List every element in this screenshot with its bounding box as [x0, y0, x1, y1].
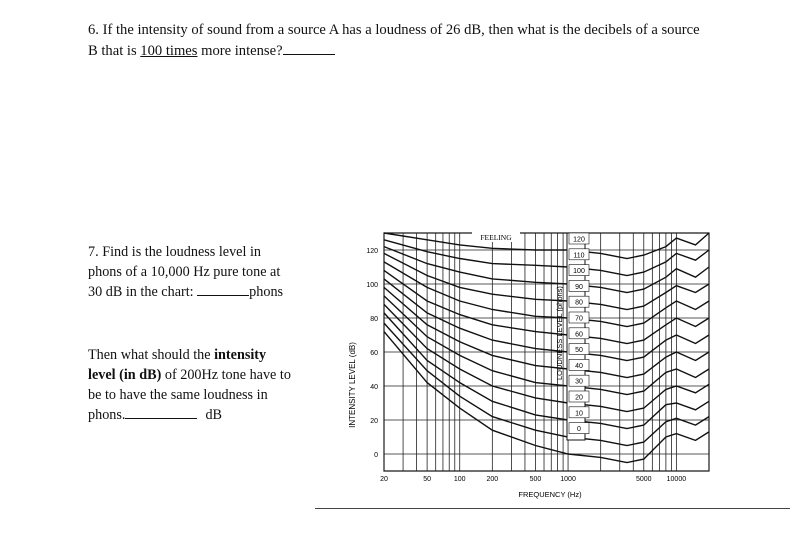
phon-label: 40 — [575, 362, 583, 370]
question-7b-line-4 — [88, 405, 328, 425]
question-6-line-2 — [88, 40, 728, 61]
unit-db: dB — [205, 407, 223, 423]
feeling-annotation: FEELING — [480, 233, 512, 242]
y-tick-label: 40 — [370, 384, 378, 391]
question-6-text-end: more intense? — [197, 43, 283, 59]
answer-blank-7a[interactable] — [197, 282, 249, 296]
q7b-text-4: phons. — [88, 407, 126, 423]
y-tick-labels — [366, 248, 378, 459]
y-tick-label: 120 — [366, 248, 378, 255]
x-tick-label: 200 — [486, 476, 499, 483]
question-6-line-1: 6. If the intensity of sound from a source A has a loudness of 26 dB, then what is the decibels of a source — [88, 22, 700, 38]
q7b-bold-level: level (in dB) — [88, 367, 162, 383]
question-7-line-2: phons of a 10,000 Hz pure tone at — [88, 264, 281, 280]
q7b-bold-intensity: intensity — [214, 347, 267, 363]
y-axis-label: INTENSITY LEVEL (dB) — [348, 342, 357, 428]
phon-label: 10 — [575, 410, 583, 418]
phon-label: 70 — [575, 315, 583, 323]
phon-label: 90 — [575, 283, 583, 291]
phon-label: 0 — [577, 426, 581, 434]
x-tick-label: 50 — [423, 476, 432, 483]
x-tick-label: 5000 — [635, 476, 652, 483]
x-tick-label: 500 — [529, 476, 542, 483]
question-7b-line-3: be to have the same loudness in — [88, 387, 268, 403]
phon-label: 100 — [573, 268, 585, 276]
y-tick-label: 100 — [366, 282, 378, 289]
question-7b-line-2 — [88, 365, 328, 385]
phon-label: 80 — [575, 299, 583, 307]
question-7-text: 30 dB in the chart: — [88, 284, 198, 300]
phon-label: 60 — [575, 331, 583, 339]
question-7-line-3 — [88, 282, 328, 302]
question-7-part-2 — [88, 345, 328, 425]
loudness-chart — [340, 225, 720, 510]
question-7-line-1: 7. Find is the loudness level in — [88, 244, 262, 260]
x-tick-labels — [380, 476, 686, 483]
bottom-rule — [315, 508, 790, 509]
phon-label: 30 — [575, 378, 583, 386]
phon-label: 50 — [575, 347, 583, 355]
y-tick-label: 60 — [370, 350, 378, 357]
x-tick-label: 20 — [380, 476, 388, 483]
band-label: LOUDNESS LEVEL (phons) — [555, 286, 564, 380]
q7b-text: Then what should the — [88, 347, 215, 363]
phon-label: 20 — [575, 394, 583, 402]
q7b-text-2: of 200Hz tone have to — [161, 367, 291, 383]
x-tick-label: 1000 — [560, 476, 576, 483]
x-tick-label: 100 — [453, 476, 466, 483]
answer-blank-6[interactable] — [283, 40, 335, 55]
x-tick-label: 10000 — [666, 476, 687, 483]
unit-phons: phons — [249, 284, 284, 300]
y-tick-label: 20 — [370, 418, 378, 425]
phon-label: 120 — [573, 236, 585, 244]
question-7 — [88, 242, 328, 302]
question-7b-line-1 — [88, 345, 328, 365]
x-axis-label: FREQUENCY (Hz) — [518, 490, 582, 499]
underlined-phrase: 100 times — [140, 43, 198, 59]
question-6 — [88, 20, 728, 61]
y-tick-label: 0 — [374, 452, 378, 459]
y-tick-label: 80 — [370, 316, 378, 323]
phon-label: 110 — [573, 252, 585, 260]
answer-blank-7b[interactable] — [125, 405, 197, 419]
question-6-text: B that is — [88, 43, 141, 59]
